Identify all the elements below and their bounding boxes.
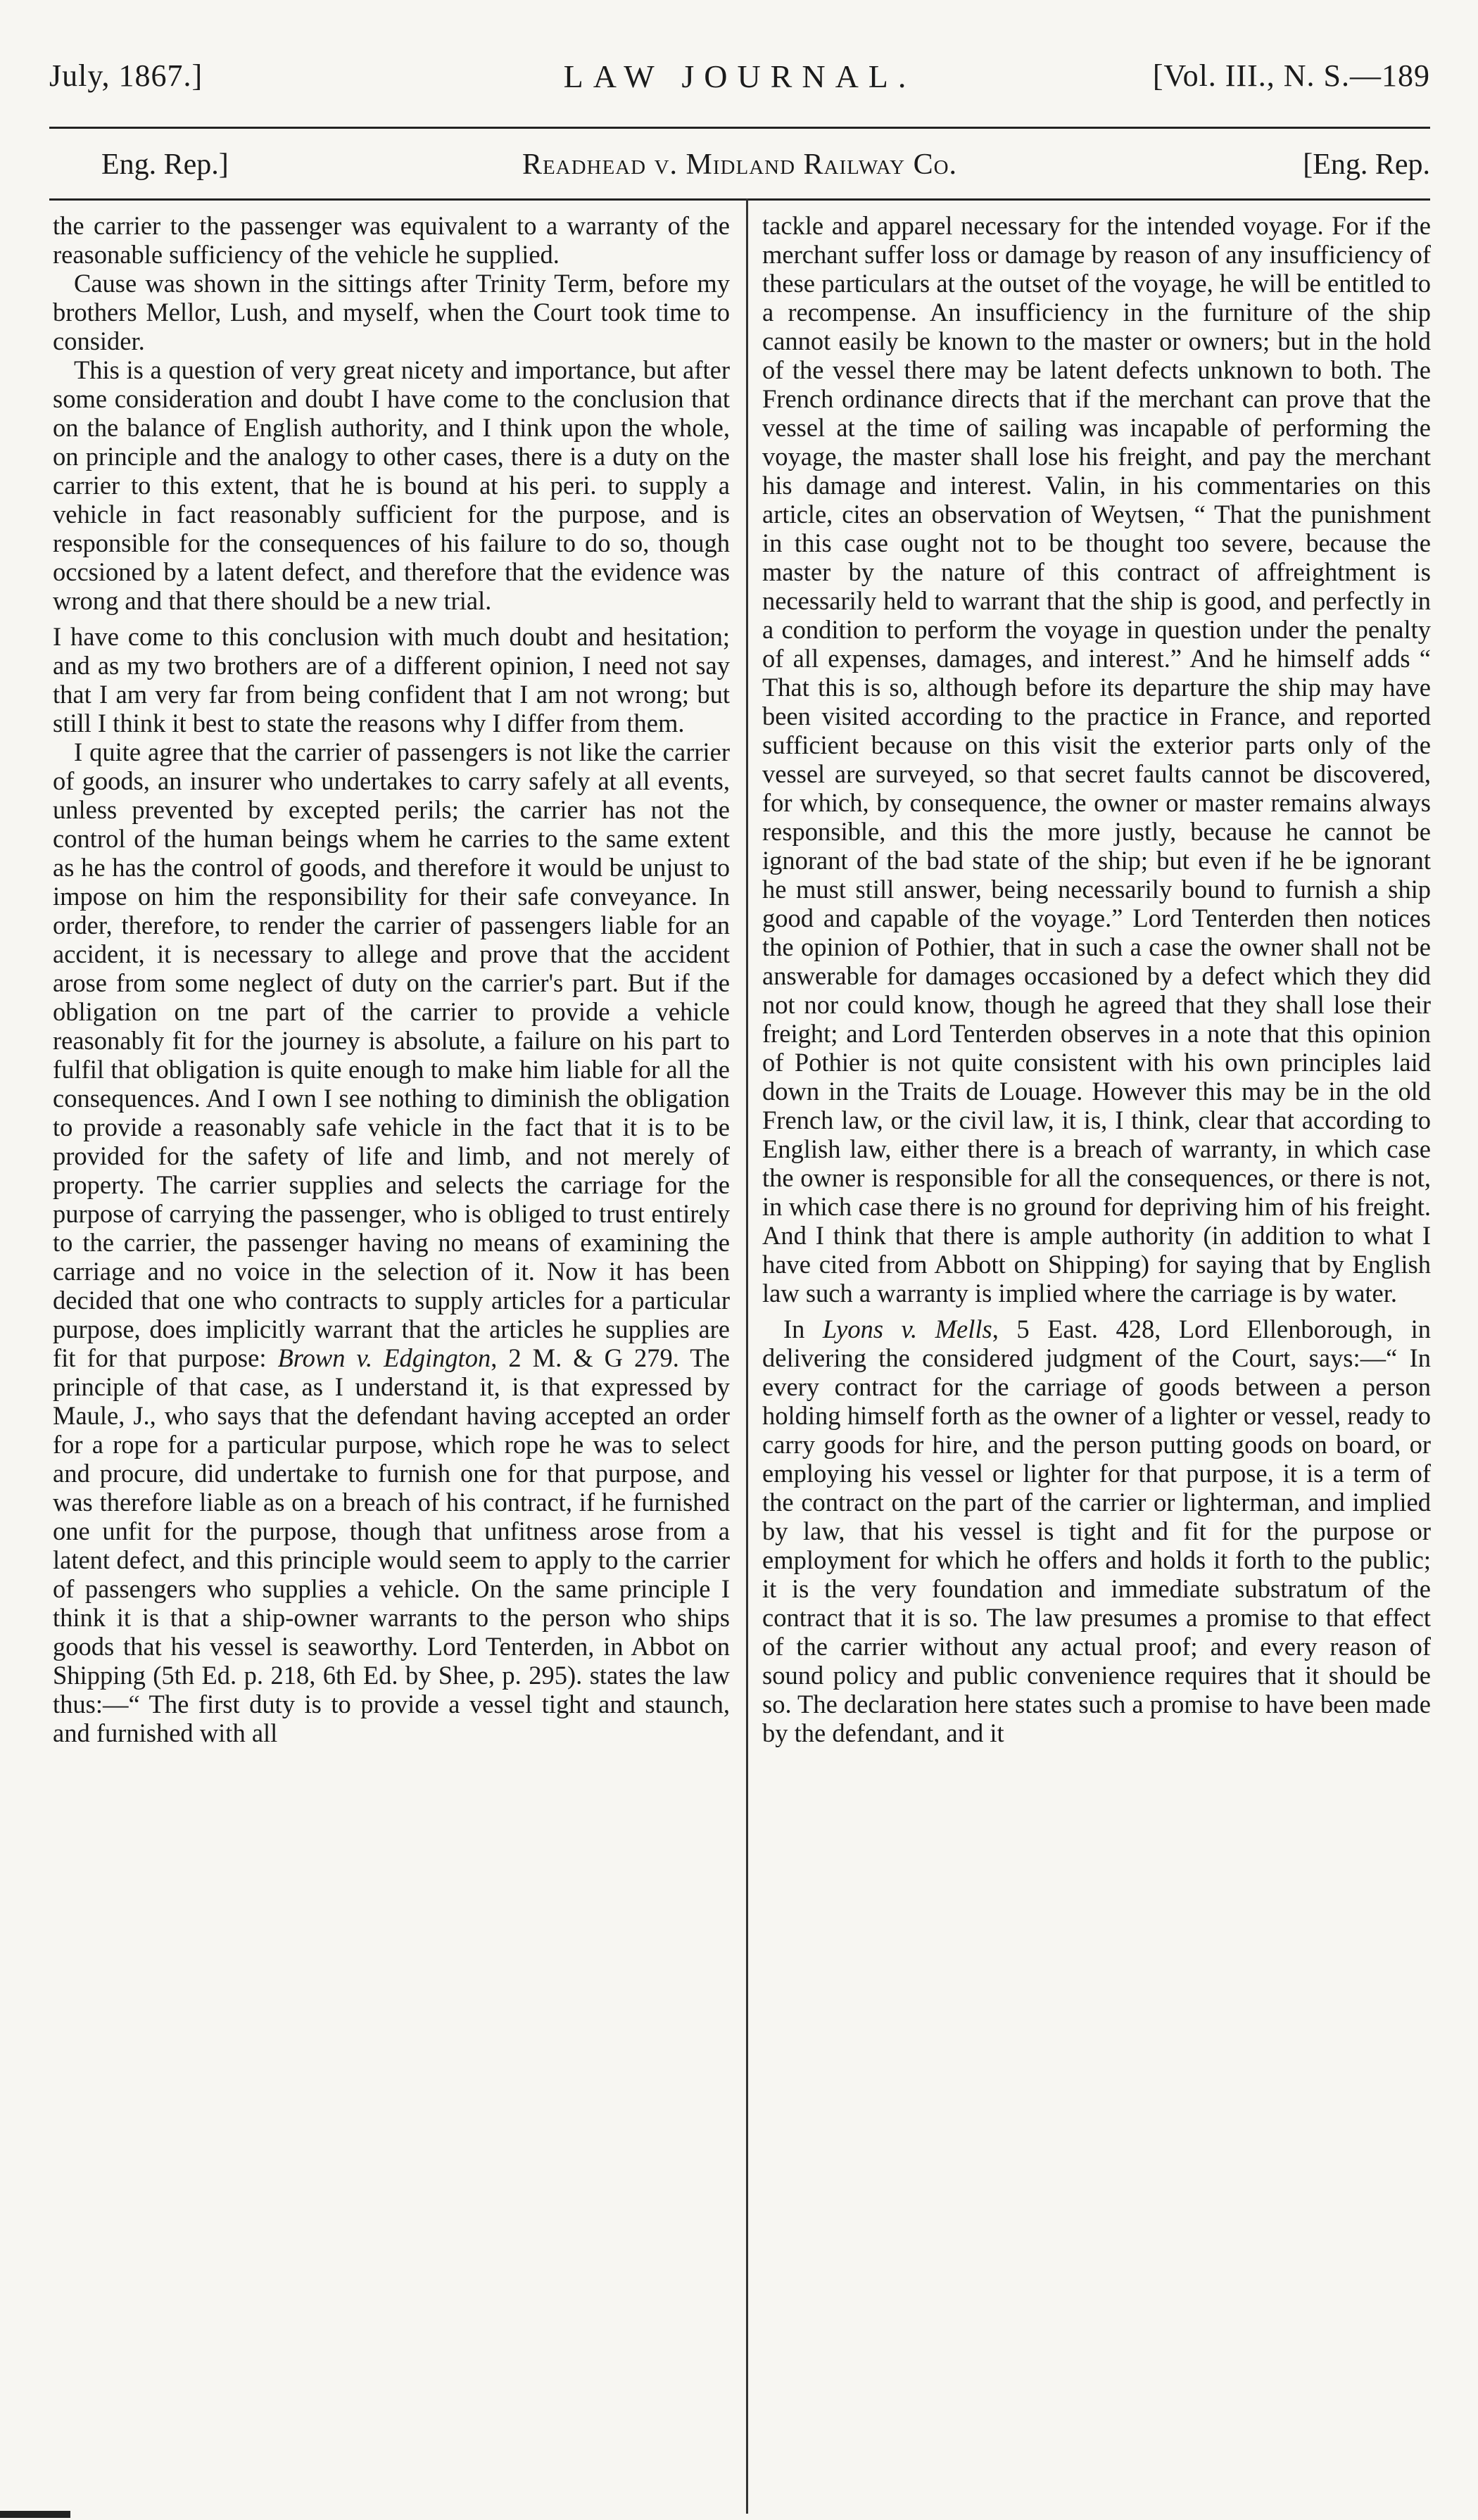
scan-edge-mark [0, 2511, 70, 2518]
header-rule [49, 127, 1430, 129]
case-citation: Brown v. Edgington [277, 1343, 491, 1372]
page-header [49, 27, 1430, 94]
column-divider [746, 198, 748, 2514]
running-head-right: [Eng. Rep. [1303, 148, 1430, 181]
right-column [762, 211, 1431, 2505]
running-head [49, 142, 1430, 184]
case-citation: Lyons v. Mells [822, 1315, 992, 1343]
paragraph-text: , 5 East. 428, Lord Ellenborough, in delivering the considered judgment of the Court, says:—“ In every contract for the carriage of goods between a person holding himself forth as the owner of a lighter or vessel, ready to carry goods for hire, and the person putting goods on board, or employing his vessel or lighter for that purpose, it is a term of the contract on the part of the carrier or lighterman, and implied by law, that his vessel is tight and fit for the purpose or employment for which he offers and holds it forth to the public; it is the very foundation and immediate substratum of the contract that it is so. The law presumes a promise to that effect of the carrier without any actual proof; and every reason of sound policy and public convenience requires that it should be so. The declaration here states such a promise to have been made by the defendant, and it [762, 1315, 1431, 1747]
paragraph-text: , 2 M. & G 279. The principle of that case, as I understand it, is that expressed by Maule, J., who says that the defendant having accepted an order for a rope for a particular purpose, which rope he was to select and procure, did undertake to furnish one for that purpose, and was therefore liable as on a breach of his contract, if he furnished one unfit for the purpose, though that unfitness arose from a latent defect, and this principle would seem to apply to the carrier of passengers who supplies a vehicle. On the same principle I think it is that a ship-owner warrants to the person who ships goods that his vessel is seaworthy. Lord Tenterden, in Abbot on Shipping (5th Ed. p. 218, 6th Ed. by Shee, p. 295). states the law thus:—“ The first duty is to provide a vessel tight and staunch, and furnished with all [53, 1343, 730, 1747]
paragraph [53, 737, 730, 1747]
issue-date: July, 1867.] [49, 58, 203, 93]
left-column [53, 211, 730, 2505]
paragraph: Cause was shown in the sittings after Trinity Term, before my brothers Mellor, Lush, and myself, when the Court took time to consider. [53, 269, 730, 355]
volume-page: [Vol. III., N. S.—189 [1152, 58, 1430, 93]
paragraph: the carrier to the passenger was equivalent to a warranty of the reasonable sufficiency of the vehicle he supplied. [53, 211, 730, 269]
case-title: Readhead v. Midland Railway Co. [522, 148, 958, 181]
paragraph: tackle and apparel necessary for the intended voyage. For if the merchant suffer loss or damage by reason of any insufficiency of these particulars at the outset of the voyage, he will be entitled to a recompense. An insufficiency in the furniture of the ship cannot easily be known to the master or owners; but in the hold of the vessel there may be latent defects unknown to both. The French ordinance directs that if the merchant can prove that the vessel at the time of sailing was incapable of performing the voyage, the master shall lose his freight, and pay the merchant his damage and interest. Valin, in his commentaries on this article, cites an observation of Weytsen, “ That the punishment in this case ought not to be thought too severe, because the master by the nature of this contract of affreightment is necessarily held to warrant that the ship is good, and perfectly in a condition to perform the voyage in question under the penalty of all expenses, damages, and interest.” And he himself adds “ That this is so, although before its departure the ship may have been visited according to the practice in France, and reported sufficient because on this visit the exterior parts only of the vessel are surveyed, so that secret faults cannot be discovered, for which, by consequence, the owner or master remains always responsible, and this the more justly, because he cannot be ignorant of the bad state of the ship; but even if he be ignorant he must still answer, being necessarily bound to furnish a ship good and capable of the voyage.” Lord Tenterden then notices the opinion of Pothier, that in such a case the owner shall not be answerable for damages occasioned by a defect which they did not nor could know, though he agreed that they shall lose their freight; and Lord Tenterden observes in a note that this opinion of Pothier is not quite consistent with his own principles laid down in the Traits de Louage. However this may be in the old French law, or the civil law, it is, I think, clear that according to English law, either there is a breach of warranty, in which case the owner is responsible for all the consequences, or there is not, in which case there is no ground for depriving him of his freight. And I think that there is ample authority (in addition to what I have cited from Abbott on Shipping) for saying that by English law such a warranty is implied where the carriage is by water. [762, 211, 1431, 1308]
running-head-left: Eng. Rep.] [101, 148, 229, 181]
journal-title: LAW JOURNAL. [563, 58, 916, 94]
paragraph: I have come to this conclusion with much doubt and hesitation; and as my two brothers are of a different opinion, I need not say that I am very far from being confident that I am not wrong; but still I think it best to state the reasons why I differ from them. [53, 622, 730, 737]
paragraph-text: I quite agree that the carrier of passengers is not like the carrier of goods, an insurer who undertakes to carry safely at all events, unless prevented by excepted perils; the carrier has not the control of the human beings whem he carries to the same extent as he has the control of goods, and therefore it would be unjust to impose on him the responsibility for their safe conveyance. In order, therefore, to render the carrier of passengers liable for an accident, it is necessary to allege and prove that the accident arose from some neglect of duty on the carrier's part. But if the obligation on tne part of the carrier to provide a vehicle reasonably fit for the journey is absolute, a failure on his part to fulfil that obligation is quite enough to make him liable for all the consequences. And I own I see nothing to diminish the obligation to provide a reasonably safe vehicle in the fact that it is to be provided for the safety of life and limb, and not merely of property. The carrier supplies and selects the carriage for the purpose of carrying the passenger, who is obliged to trust entirely to the carrier, the passenger having no means of examining the carriage and no voice in the selection of it. Now it has been decided that one who contracts to supply articles for a particular purpose, does implicitly warrant that the articles he supplies are fit for that purpose: [53, 737, 730, 1372]
paragraph-lead: In [783, 1315, 823, 1343]
paragraph: This is a question of very great nicety and importance, but after some consideration and doubt I have come to the conclusion that on the balance of English authority, and I think upon the whole, on principle and the analogy to other cases, there is a duty on the carrier to this extent, that he is bound at his peri. to supply a vehicle in fact reasonably sufficient for the purpose, and is responsible for the consequences of his failure to do so, though occsioned by a latent defect, and therefore that the evidence was wrong and that there should be a new trial. [53, 355, 730, 615]
running-head-rule [49, 198, 1430, 201]
paragraph [762, 1315, 1431, 1747]
